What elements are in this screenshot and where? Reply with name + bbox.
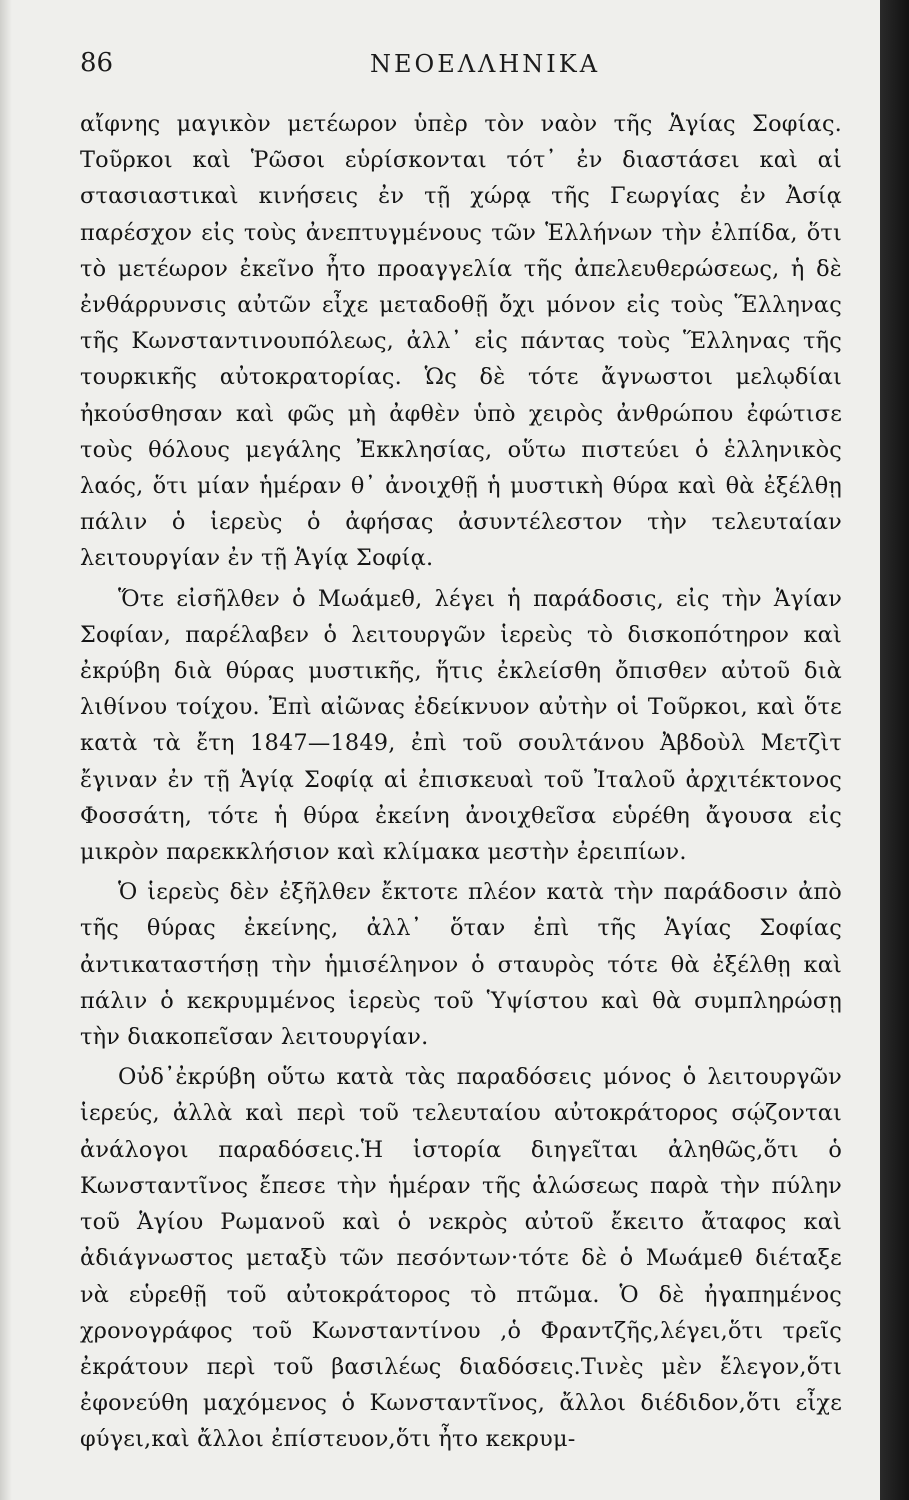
paragraph-2: Ὅτε εἰσῆλθεν ὁ Μωάμεθ, λέγει ἡ παράδοσις, εἰς τὴν Ἁγίαν Σοφίαν, παρέλαβεν ὁ λειτουργῶν ἱερεὺς τὸ δισκοπότηρον καὶ ἐκρύβη διὰ θύρας μυστικῆς, ἥτις ἐκλείσθη ὄπισθεν αὐτοῦ διὰ λιθίνου τοίχου. Ἐπὶ αἰῶνας ἐδείκνυον αὐτὴν οἱ Τοῦρκοι, καὶ ὅτε κατὰ τὰ ἔτη 1847—1849, ἐπὶ τοῦ σουλτάνου Ἀβδοὺλ Μετζὶτ ἔγιναν ἐν τῇ Ἁγίᾳ Σοφίᾳ αἱ ἐπισκευαὶ τοῦ Ἰταλοῦ ἀρχιτέκτονος Φοσσάτη, τότε ἡ θύρα ἐκείνη ἀνοιχθεῖσα εὑρέθη ἄγουσα εἰς μικρὸν παρεκκλήσιον καὶ κλίμακα μεστὴν ἐρειπίων. — [80, 585, 842, 866]
paragraph-3: Ὁ ἱερεὺς δὲν ἐξῆλθεν ἔκτοτε πλέον κατὰ τὴν παράδοσιν ἀπὸ τῆς θύρας ἐκείνης, ἀλλ᾽ ὅταν ἐπὶ τῆς Ἁγίας Σοφίας ἀντικαταστήσῃ τὴν ἡμισέληνον ὁ σταυρὸς τότε θὰ ἐξέλθῃ καὶ πάλιν ὁ κεκρυμμένος ἱερεὺς τοῦ Ὑψίστου καὶ θὰ συμπληρώσῃ τὴν διακοπεῖσαν λειτουργίαν. — [80, 879, 842, 1051]
page-number: 86 — [80, 48, 114, 78]
page-body-text — [80, 106, 842, 1458]
page-header — [80, 48, 840, 88]
dark-background-edge — [880, 0, 909, 1500]
paragraph-4: Οὐδ᾽ἐκρύβη οὕτω κατὰ τὰς παραδόσεις μόνος ὁ λειτουργῶν ἱερεύς, ἀλλὰ καὶ περὶ τοῦ τελευταίου αὐτοκράτορος σῴζονται ἀνάλογοι παραδόσεις.Ἡ ἱστορία διηγεῖται ἀληθῶς,ὅτι ὁ Κωνσταντῖνος ἔπεσε τὴν ἡμέραν τῆς ἁλώσεως παρὰ τὴν πύλην τοῦ Ἁγίου Ρωμανοῦ καὶ ὁ νεκρὸς αὐτοῦ ἔκειτο ἄταφος καὶ ἀδιάγνωστος μεταξὺ τῶν πεσόντων·τότε δὲ ὁ Μωάμεθ διέταξε νὰ εὑρεθῇ τοῦ αὐτοκράτορος τὸ πτῶμα. Ὁ δὲ ἠγαπημένος χρονογράφος τοῦ Κωνσταντίνου ,ὁ Φραντζῆς,λέγει,ὅτι τρεῖς ἐκράτουν περὶ τοῦ βασιλέως διαδόσεις.Τινὲς μὲν ἔλεγον,ὅτι ἐφονεύθη μαχόμενος ὁ Κωνσταντῖνος, ἄλλοι διέδιδον,ὅτι εἶχε φύγει,καὶ ἄλλοι ἐπίστευον,ὅτι ἦτο κεκρυμ- — [80, 1064, 842, 1453]
running-title: ΝΕΟΕΛΛΗΝΙΚΑ — [370, 50, 601, 78]
paragraph-1: αἴφνης μαγικὸν μετέωρον ὑπὲρ τὸν ναὸν τῆς Ἁγίας Σοφίας. Τοῦρκοι καὶ Ῥῶσοι εὑρίσκονται τότ᾽ ἐν διαστάσει καὶ αἱ στασιαστικαὶ κινήσεις ἐν τῇ χώρᾳ τῆς Γεωργίας ἐν Ἀσίᾳ παρέσχον εἰς τοὺς ἀνεπτυγμένους τῶν Ἑλλήνων τὴν ἐλπίδα, ὅτι τὸ μετέωρον ἐκεῖνο ἦτο προαγγελία τῆς ἀπελευθερώσεως, ἡ δὲ ἐνθάρρυνσις αὐτῶν εἶχε μεταδοθῇ ὄχι μόνον εἰς τοὺς Ἕλληνας τῆς Κωνσταντινουπόλεως, ἀλλ᾽ εἰς πάντας τοὺς Ἕλληνας τῆς τουρκικῆς αὐτοκρατορίας. Ὡς δὲ τότε ἄγνωστοι μελῳδίαι ἠκούσθησαν καὶ φῶς μὴ ἀφθὲν ὑπὸ χειρὸς ἀνθρώπου ἐφώτισε τοὺς θόλους μεγάλης Ἐκκλησίας, οὕτω πιστεύει ὁ ἑλληνικὸς λαός, ὅτι μίαν ἡμέραν θ᾽ ἀνοιχθῇ ἡ μυστικὴ θύρα καὶ θὰ ἐξέλθῃ πάλιν ὁ ἱερεὺς ὁ ἀφήσας ἀσυντέλεστον τὴν τελευταίαν λειτουργίαν ἐν τῇ Ἁγίᾳ Σοφίᾳ. — [80, 111, 842, 572]
page-gutter-shadow — [0, 0, 12, 1500]
